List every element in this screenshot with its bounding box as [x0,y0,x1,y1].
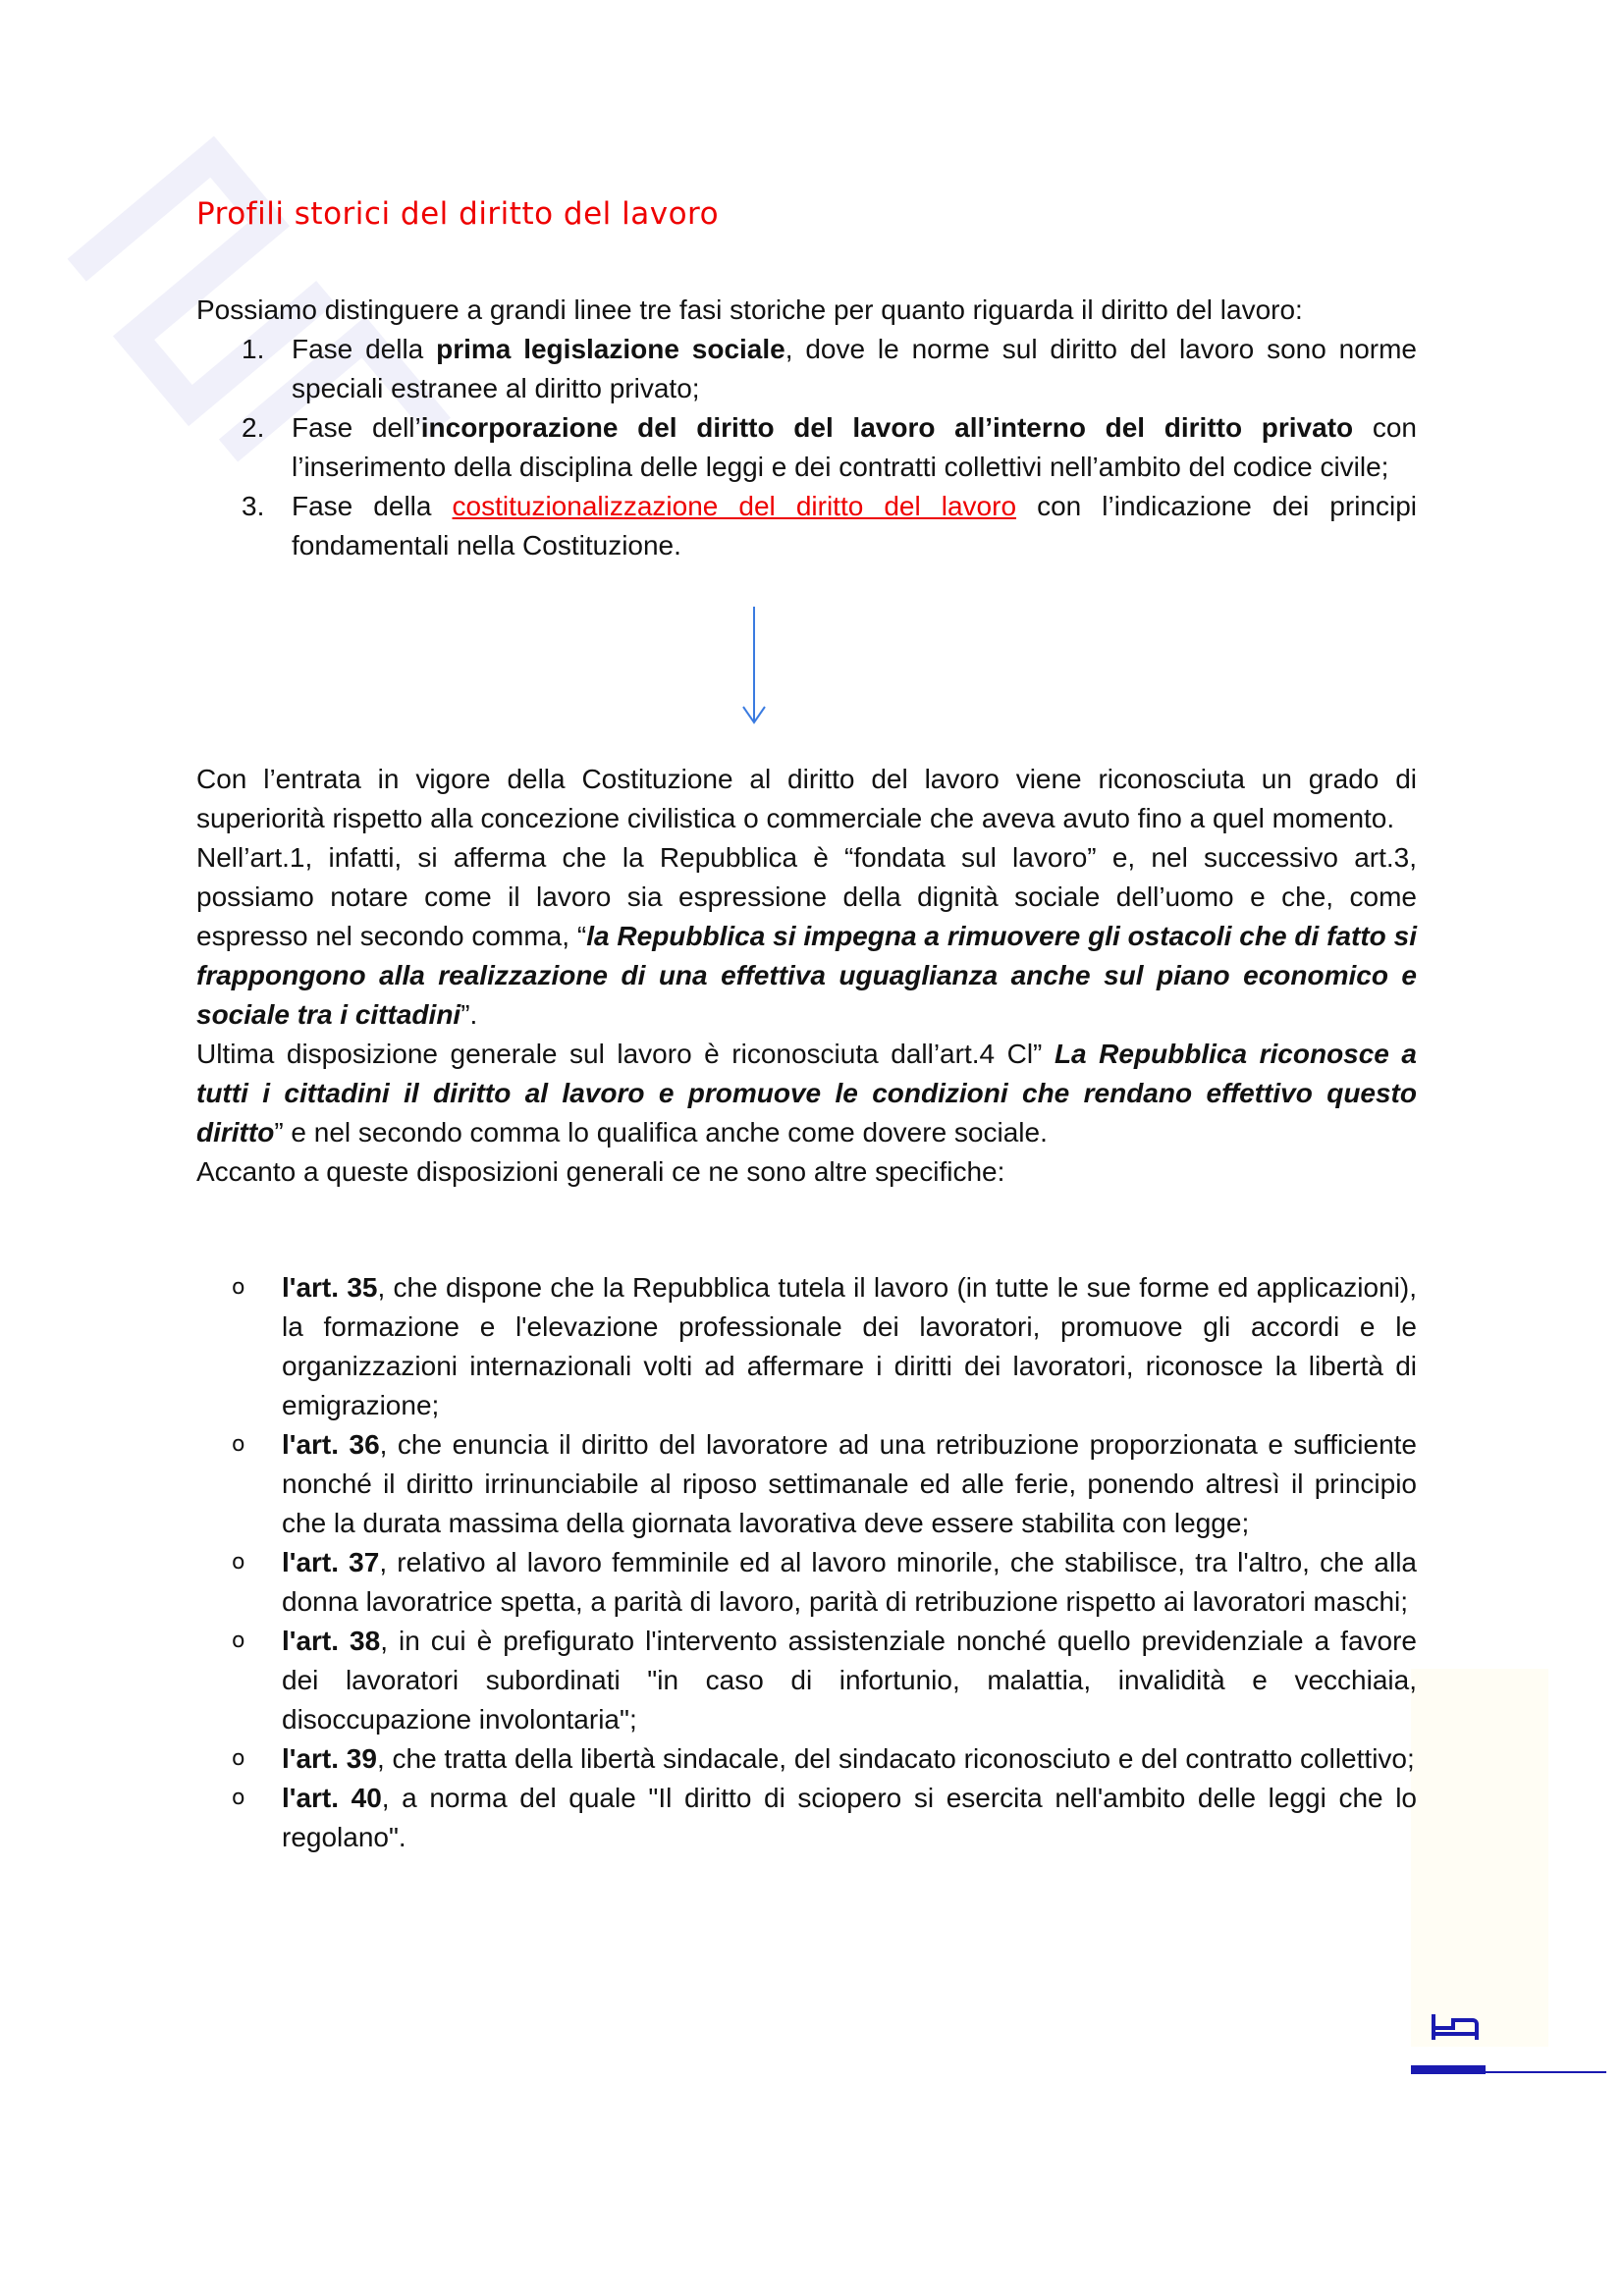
list-item: o l'art. 35, che dispone che la Repubblica tutela il lavoro (in tutte le sue forme ed applicazioni), la formazione e l'elevazione professionale dei lavoratori, promuove gli accordi e le organizzazioni internazionali volti ad affermare i diritti dei lavoratori, riconosce la libertà di emigrazione; [196,1268,1417,1425]
list-item: 3. Fase della costituzionalizzazione del diritto del lavoro con l’indicazione dei principi fondamentali nella Costituzione. [196,487,1417,565]
quote: la Repubblica si impegna a rimuovere gli ostacoli che di fatto si frappongono alla realizzazione di una effettiva uguaglianza anche sul piano economico e sociale tra i cittadini [196,921,1417,1030]
list-item: o l'art. 39, che tratta della libertà sindacale, del sindacato riconosciuto e del contratto collettivo; [196,1739,1417,1779]
article-label: l'art. 40 [282,1783,382,1813]
list-number: 1. [242,334,265,364]
bullet: o [232,1550,245,1575]
list-item: o l'art. 38, in cui è prefigurato l'intervento assistenziale nonché quello previdenziale a favore dei lavoratori subordinati "in caso di infortunio, malattia, invalidità e vecchiaia, disoccupazione involontaria"; [196,1622,1417,1739]
phases-list [196,330,1417,565]
article-label: l'art. 39 [282,1743,377,1774]
bullet: o [232,1275,245,1300]
list-number: 2. [242,412,265,443]
bullet: o [232,1629,245,1653]
bullet: o [232,1786,245,1810]
bullet: o [232,1432,245,1457]
paragraph: Con l’entrata in vigore della Costituzione al diritto del lavoro viene riconosciuta un grado di superiorità rispetto alla concezione civilistica o commerciale che aveva avuto fino a quel momento. [196,764,1417,833]
list-item: 1. Fase della prima legislazione sociale, dove le norme sul diritto del lavoro sono norme speciali estranee al diritto privato; [196,330,1417,408]
article-label: l'art. 37 [282,1547,380,1577]
list-item: 2. Fase dell’incorporazione del diritto del lavoro all’interno del diritto privato con l’inserimento della disciplina delle leggi e dei contratti collettivi nell’ambito del codice civile; [196,408,1417,487]
articles-list [196,1268,1417,1857]
article-label: l'art. 38 [282,1626,381,1656]
list-number: 3. [242,491,265,521]
side-panel [1411,1669,1548,2047]
bullet: o [232,1746,245,1771]
phase-emphasis: prima legislazione sociale [436,334,785,364]
article-label: l'art. 36 [282,1429,380,1460]
arrow-down-icon [741,605,767,726]
intro-paragraph: Possiamo distinguere a grandi linee tre fasi storiche per quanto riguarda il diritto del lavoro: [196,294,1303,325]
paragraph: Nell’art.1, infatti, si afferma che la Repubblica è “fondata sul lavoro” e, nel successivo art.3, possiamo notare come il lavoro sia espressione della dignità sociale dell’uomo e che, come espresso nel secondo comma, “la Repubblica si impegna a rimuovere gli ostacoli che di fatto si frappongono alla realizzazione di una effettiva uguaglianza anche sul piano economico e sociale tra i cittadini”. [196,842,1417,1030]
footer-line [1486,2071,1606,2073]
list-item: o l'art. 36, che enuncia il diritto del lavoratore ad una retribuzione proporzionata e sufficiente nonché il diritto irrinunciabile al riposo settimanale ed alle ferie, ponendo altresì il principio che la durata massima della giornata lavorativa deve essere stabilita con legge; [196,1425,1417,1543]
article-label: l'art. 35 [282,1272,378,1303]
quote: La Repubblica riconosce a tutti i cittadini il diritto al lavoro e promuove le condizioni che rendano effettivo questo diritto [196,1039,1417,1148]
footer-bar [1411,2065,1486,2074]
paragraph: Ultima disposizione generale sul lavoro è riconosciuta dall’art.4 Cl” La Repubblica riconosce a tutti i cittadini il diritto al lavoro e promuove le condizioni che rendano effettivo questo diritto” e nel secondo comma lo qualifica anche come dovere sociale. [196,1039,1417,1148]
list-item: o l'art. 40, a norma del quale "Il diritto di sciopero si esercita nell'ambito delle leggi che lo regolano". [196,1779,1417,1857]
bed-logo-icon [1430,2010,1481,2044]
paragraph: Accanto a queste disposizioni generali ce ne sono altre specifiche: [196,1156,1005,1187]
phase-emphasis: incorporazione del diritto del lavoro all’interno del diritto privato [420,412,1354,443]
constitution-section [196,760,1417,1192]
page-title: Profili storici del diritto del lavoro [196,196,720,232]
phase-highlight: costituzionalizzazione del diritto del lavoro [452,491,1017,521]
list-item: o l'art. 37, relativo al lavoro femminile ed al lavoro minorile, che stabilisce, tra l'altro, che alla donna lavoratrice spetta, a parità di lavoro, parità di retribuzione rispetto ai lavoratori maschi; [196,1543,1417,1622]
